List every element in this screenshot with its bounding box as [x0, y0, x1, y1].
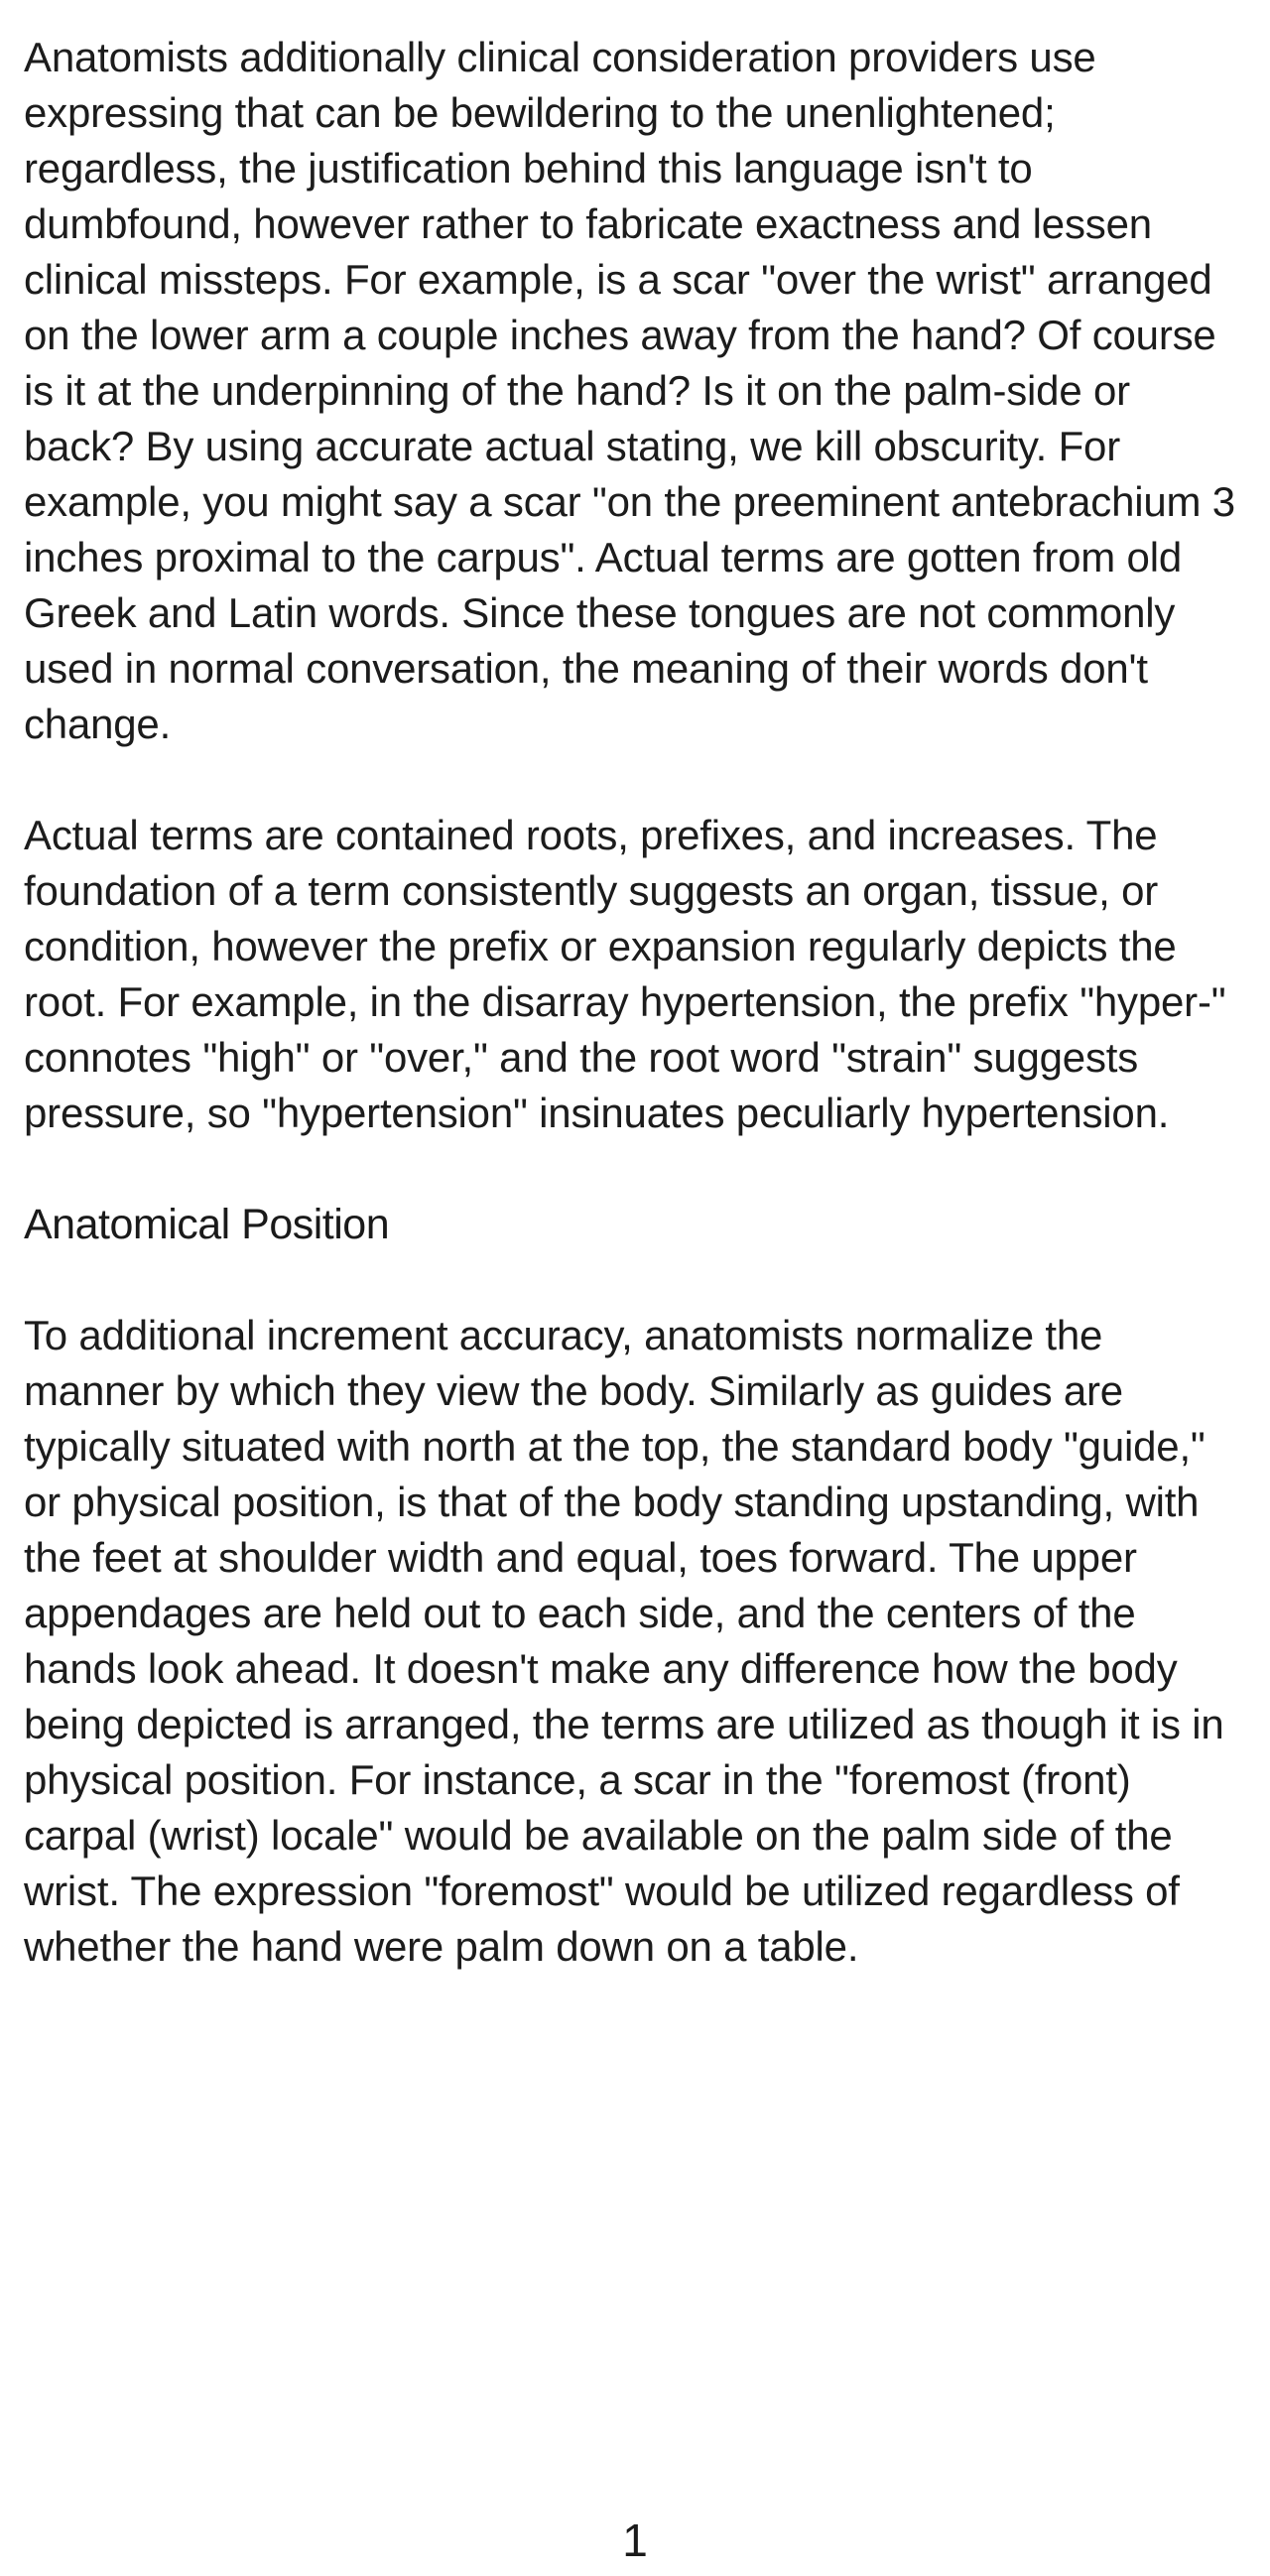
paragraph-anatomical-position: To additional increment accuracy, anatomists normalize the manner by which they view the body. Similarly as guides are typically situated with north at the top, the standard body "guide," or physical position, is that of the body standing upstanding, with the feet at shoulder width and equal, toes forward. The upper appendages are held out to each side, and the centers of the hands look ahead. It doesn't make any difference how the body being depicted is arranged, the terms are utilized as though it is in physical position. For instance, a scar in the "foremost (front) carpal (wrist) locale" would be available on the palm side of the wrist. The expression "foremost" would be utilized regardless of whether the hand were palm down on a table. — [24, 1312, 1224, 1970]
document-page — [24, 30, 1246, 1975]
paragraph-anatomical-terminology: Anatomists additionally clinical consideration providers use expressing that can be bewildering to the unenlightened; regardless, the justification behind this language isn't to dumbfound, however rather to fabricate exactness and lessen clinical missteps. For example, is a scar "over the wrist" arranged on the lower arm a couple inches away from the hand? Of course is it at the underpinning of the hand? Is it on the palm-side or back? By using accurate actual stating, we kill obscurity. For example, you might say a scar "on the preeminent antebrachium 3 inches proximal to the carpus". Actual terms are gotten from old Greek and Latin words. Since these tongues are not commonly used in normal conversation, the meaning of their words don't change. — [24, 34, 1235, 747]
section-heading: Anatomical Position — [24, 1201, 390, 1248]
paragraph-term-roots: Actual terms are contained roots, prefixes, and increases. The foundation of a term consistently suggests an organ, tissue, or condition, however the prefix or expansion regularly depicts the root. For example, in the disarray hypertension, the prefix "hyper-" connotes "high" or "over," and the root word "strain" suggests pressure, so "hypertension" insinuates peculiarly hypertension. — [24, 812, 1226, 1136]
page-number: 1 — [622, 2514, 648, 2566]
